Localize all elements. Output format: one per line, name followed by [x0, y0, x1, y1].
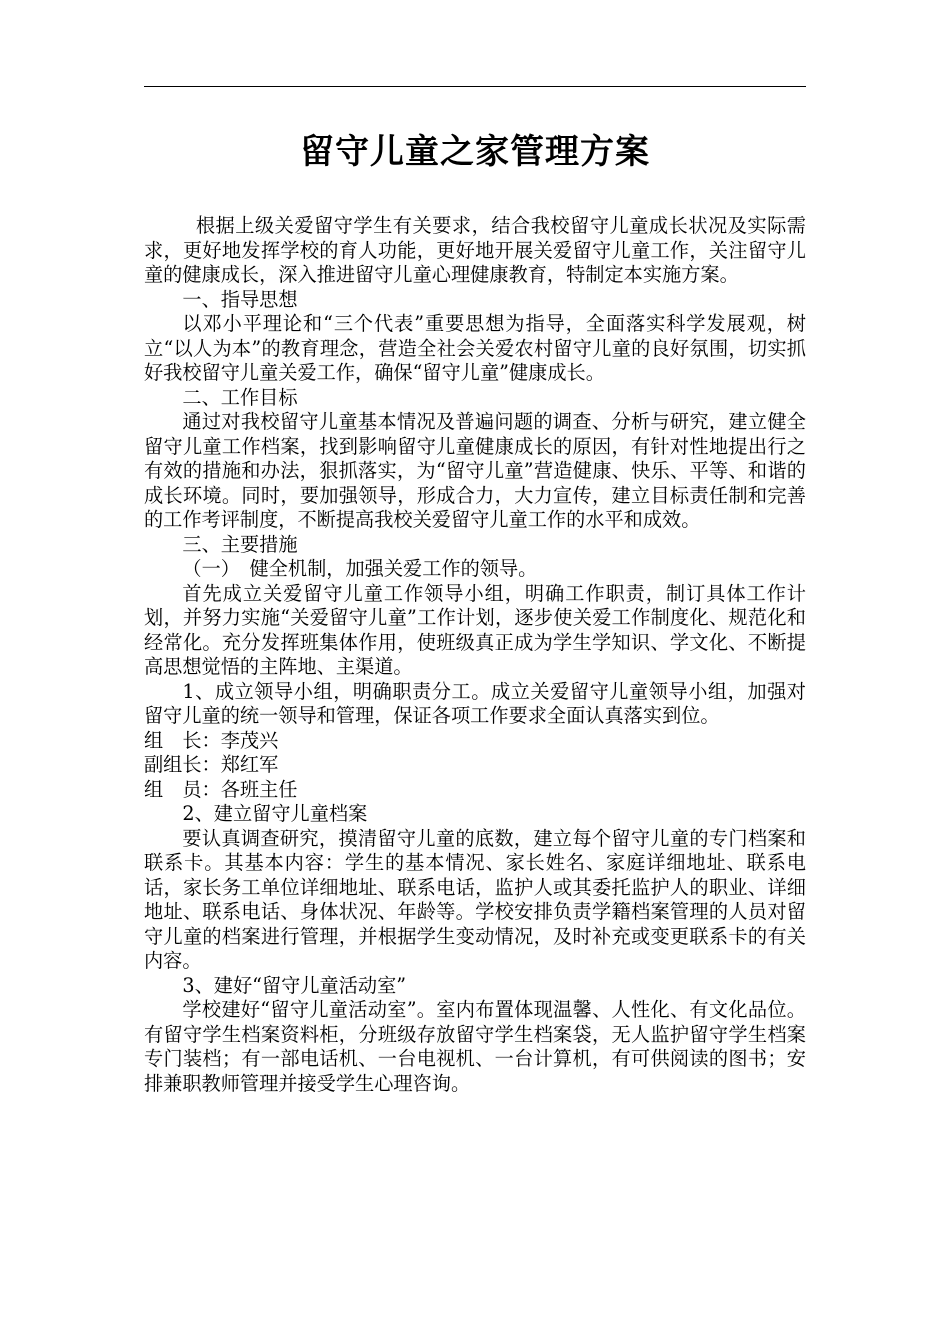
- group-leader-line: 组 长：李茂兴: [144, 728, 279, 752]
- item-heading-activity-room: 3、建好“留守儿童活动室”: [182, 973, 407, 997]
- item-heading-archives: 2、建立留守儿童档案: [182, 802, 368, 825]
- group-members-line: 组 员：各班主任: [144, 777, 298, 801]
- mechanism-paragraph: 首先成立关爱留守儿童工作领导小组，明确工作职责，制订具体工作计划，并努力实施“关爱留守儿童”工作计划，逐步使关爱工作制度化、规范化和经常化。充分发挥班集体作用，使班级真正成为学生学知识、学文化、不断提高思想觉悟的主阵地、主渠道。: [144, 581, 806, 678]
- section-heading-work-goals: 二、工作目标: [182, 385, 298, 409]
- leadership-group-paragraph: 1、成立领导小组，明确职责分工。成立关爱留守儿童领导小组，加强对留守儿童的统一领导和管理，保证各项工作要求全面认真落实到位。: [144, 679, 806, 727]
- header-rule: [144, 86, 806, 87]
- activity-room-paragraph: 学校建好“留守儿童活动室”。室内布置体现温馨、人性化、有文化品位。有留守学生档案资料柜，分班级存放留守学生档案袋，无人监护留守学生档案专门装档；有一部电话机、一台电视机、一台计算机，有可供阅读的图书；安排兼职教师管理并接受学生心理咨询。: [144, 998, 806, 1095]
- work-goals-paragraph: 通过对我校留守儿童基本情况及普遍问题的调查、分析与研究，建立健全留守儿童工作档案，找到影响留守儿童健康成长的原因，有针对性地提出行之有效的措施和办法，狠抓落实，为“留守儿童”营造健康、快乐、平等、和谐的成长环境。同时，要加强领导，形成合力，大力宣传，建立目标责任制和完善的工作考评制度，不断提高我校关爱留守儿童工作的水平和成效。: [144, 410, 806, 531]
- archives-paragraph: 要认真调查研究，摸清留守儿童的底数，建立每个留守儿童的专门档案和联系卡。其基本内容：学生的基本情况、家长姓名、家庭详细地址、联系电话，家长务工单位详细地址、联系电话，监护人或其委托监护人的职业、详细地址、联系电话、身体状况、年龄等。学校安排负责学籍档案管理的人员对留守儿童的档案进行管理，并根据学生变动情况，及时补充或变更联系卡的有关内容。: [144, 826, 806, 972]
- document-title: 留守儿童之家管理方案: [300, 132, 650, 172]
- section-heading-guiding-ideology: 一、指导思想: [182, 287, 298, 311]
- subsection-heading-mechanism: （一） 健全机制，加强关爱工作的领导。: [182, 557, 538, 580]
- guiding-ideology-paragraph: 以邓小平理论和“三个代表”重要思想为指导，全面落实科学发展观，树立“以人为本”的教育理念，营造全社会关爱农村留守儿童的良好氛围，切实抓好我校留守儿童关爱工作，确保“留守儿童”健康成长。: [144, 312, 806, 384]
- intro-paragraph: 根据上级关爱留守学生有关要求，结合我校留守儿童成长状况及实际需求，更好地发挥学校的育人功能，更好地开展关爱留守儿童工作，关注留守儿童的健康成长，深入推进留守儿童心理健康教育，特制定本实施方案。: [144, 214, 806, 286]
- deputy-leader-line: 副组长：郑红军: [144, 753, 279, 776]
- document-body: [144, 214, 806, 1096]
- section-heading-main-measures: 三、主要措施: [182, 532, 298, 556]
